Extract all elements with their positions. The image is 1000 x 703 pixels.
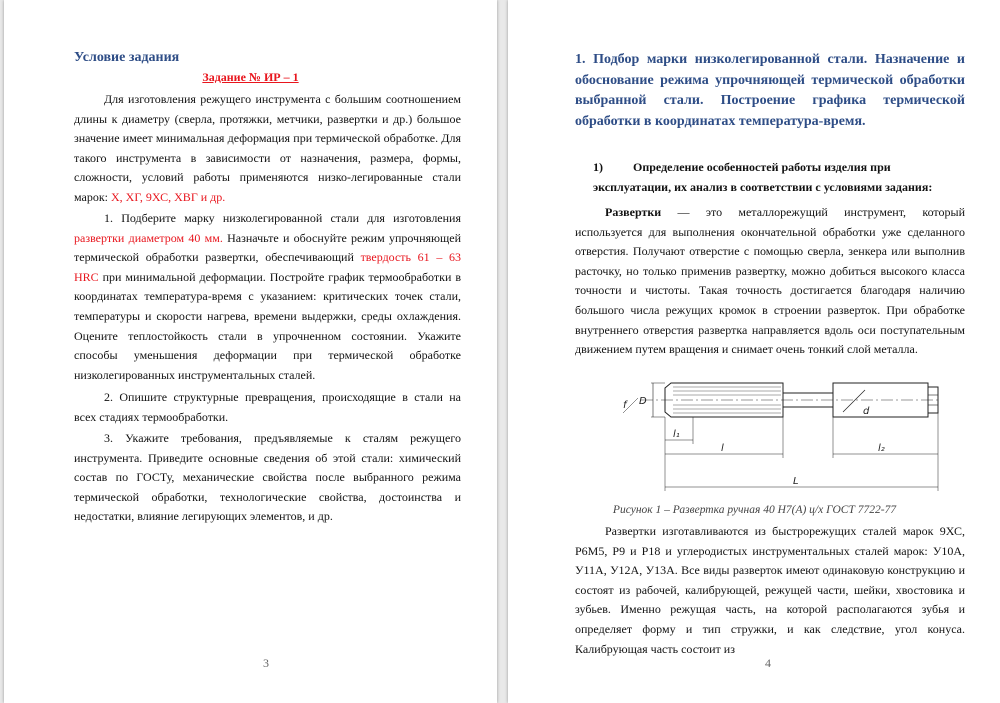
label-l1: l₁ [673, 429, 680, 440]
materials-paragraph: Развертки изготавливаются из быстрорежущих сталей марок 9ХС, Р6М5, Р9 и Р18 и углеродистых инструментальных сталей марок: У10А, У11А, У12А, У13А. Все виды разверток имеют одинаковую конструкцию и состоят из рабочей, калибрующей, режущей части, шейки, хвостовика и зубьев. Именно режущая часть, на которой располагаются зубья и определяет форму и тип стружки, и как следствие, угол конуса. Калибрующая часть состоит из [575, 524, 965, 656]
label-d: d [863, 406, 870, 417]
reamer-description: — это металлорежущий инструмент, который используется для выполнения окончательной обработки уже сделанного отверстия. Получают отверстие с помощью сверла, зенкера или выполнив расточку, но только применив развертку, можно добиться высокого класса точности и чистоты. Такая точность достигается благодаря наличию большого числа режущих кромок в строении разверток. При обработке внутреннего отверстия развертка направляется вдоль оси поступательным движением путем вращения и снимает очень тонкий слой металла. [575, 205, 965, 357]
item1-text-2: Назначьте и обоснуйте режим упрочняющей термической обработки развертки, обеспечивающий [74, 230, 461, 265]
subsection-number: 1) [593, 160, 603, 174]
steel-grades-highlight: Х, ХГ, 9ХС, ХВГ и др. [111, 189, 226, 204]
subsection-heading [593, 157, 965, 197]
section-heading: Условие задания [74, 50, 180, 65]
reamer-drawing [593, 378, 963, 498]
hardness-highlight: твердость 61 – 63 HRC [74, 250, 461, 284]
section-heading: 1. Подбор марки низколегированной стали. Назначение и обоснование режима упрочняющей термической обработки выбранной стали. Построение графика термической обработки в координатах температура-время. [575, 52, 965, 129]
diameter-highlight: развертки диаметром 40 мм. [74, 230, 223, 245]
label-l2: l₂ [878, 443, 885, 454]
page-4 [508, 0, 1000, 703]
intro-text: Для изготовления режущего инструмента с большим соотношением длины к диаметру (сверла, протяжки, метчики, развертки и др.) большое значение имеет минимальная деформация при термической обработке. Для такого инструмента в зависимости от назначения, размера, формы, сложности, условий работы применяются низко-легированные стали марок: [74, 92, 461, 204]
page-number: 4 [765, 656, 771, 670]
label-L: L [793, 476, 799, 487]
task-item-1 [74, 209, 461, 385]
subsection-title: Определение особенностей работы изделия при эксплуатации, их анализ в соответствии с условиями задания: [593, 160, 933, 194]
term-bold: Развертки [605, 205, 662, 219]
task-item-2: 2. Опишите структурные превращения, происходящие в стали на всех стадиях термообработки. [74, 390, 461, 424]
reamer-paragraph [575, 203, 965, 360]
label-D: D [639, 396, 647, 407]
page-3 [4, 0, 497, 703]
page-number: 3 [263, 656, 269, 670]
figure-caption: Рисунок 1 – Развертка ручная 40 Н7(А) ц/х ГОСТ 7722-77 [612, 504, 897, 516]
label-f: f [623, 400, 627, 411]
label-l: l [721, 443, 724, 454]
task-number: Задание № ИР – 1 [202, 70, 299, 84]
intro-paragraph [74, 90, 461, 208]
item1-text-3: при минимальной деформации. Постройте график термообработки в координатах температура-время с указанием: критических точек стали, температуры и скорости нагрева, времени выдержки, среды охлаждения. Оцените теплостойкость стали в упрочненном состоянии. Укажите способы уменьшения деформации при термической обработке низколегированных инструментальных сталей. [74, 269, 461, 382]
shank-hatch [843, 390, 865, 412]
task-item-3: 3. Укажите требования, предъявляемые к сталям режущего инструмента. Приведите основные сведения об этой стали: химический состав по ГОСТу, механические свойства после выбранного режима термической обработки, технологические свойства, достоинства и недостатки, влияние легирующих элементов, и др. [74, 431, 461, 524]
item1-text: 1. Подберите марку низколегированной стали для изготовления [104, 211, 461, 225]
